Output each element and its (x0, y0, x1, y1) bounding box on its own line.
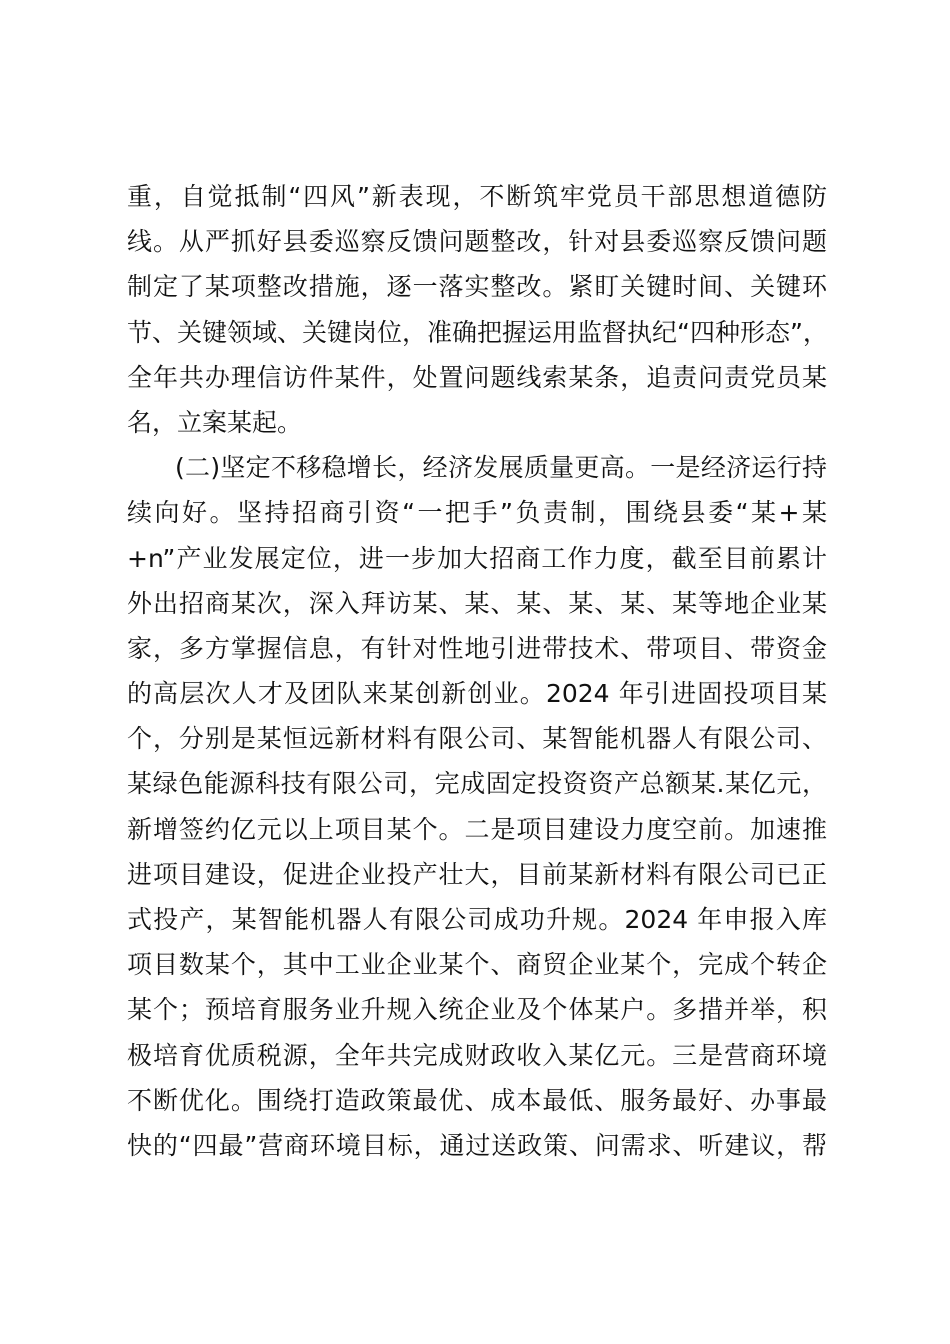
text-line: 某绿色能源科技有限公司，完成固定投资资产总额某.某亿元， (127, 769, 827, 799)
paragraph-first-line: (二)坚定不移稳增长，经济发展质量更高。一是经济运行持 (175, 453, 827, 483)
text-line: 项目数某个，其中工业企业某个、商贸企业某个，完成个转企 (127, 950, 827, 980)
text-line: 式投产，某智能机器人有限公司成功升规。2024 年申报入库 (127, 905, 827, 934)
text-line: 不断优化。围绕打造政策最优、成本最低、服务最好、办事最 (127, 1085, 827, 1115)
text-line: 的高层次人才及团队来某创新创业。2024 年引进固投项目某 (127, 679, 827, 709)
body-text (127, 174, 827, 1168)
text-line: 新增签约亿元以上项目某个。二是项目建设力度空前。加速推 (127, 814, 827, 844)
text-line: 重，自觉抵制“四风”新表现，不断筑牢党员干部思想道德防 (127, 182, 827, 211)
text-line: 线。从严抓好县委巡察反馈问题整改，针对县委巡察反馈问题 (127, 227, 827, 257)
text-line: 个，分别是某恒远新材料有限公司、某智能机器人有限公司、 (127, 724, 827, 754)
text-line: 节、关键领域、关键岗位，准确把握运用监督执纪“四种形态”， (127, 317, 828, 347)
text-line: 极培育优质税源，全年共完成财政收入某亿元。三是营商环境 (127, 1040, 827, 1070)
text-line: 续向好。坚持招商引资“一把手”负责制，围绕县委“某+某 (127, 498, 827, 528)
text-line: 进项目建设，促进企业投产壮大，目前某新材料有限公司已正 (127, 859, 827, 889)
text-line: 名，立案某起。 (127, 407, 303, 437)
text-line: 某个；预培育服务业升规入统企业及个体某户。多措并举，积 (127, 995, 827, 1025)
text-line: 制定了某项整改措施，逐一落实整改。紧盯关键时间、关键环 (127, 272, 827, 302)
text-line: 快的“四最”营商环境目标，通过送政策、问需求、听建议，帮 (127, 1130, 827, 1160)
text-line: 外出招商某次，深入拜访某、某、某、某、某、某等地企业某 (127, 588, 827, 618)
text-line: +n”产业发展定位，进一步加大招商工作力度，截至目前累计 (127, 543, 827, 573)
text-line: 全年共办理信访件某件，处置问题线索某条，追责问责党员某 (127, 362, 827, 392)
text-line: 家，多方掌握信息，有针对性地引进带技术、带项目、带资金 (127, 633, 827, 663)
